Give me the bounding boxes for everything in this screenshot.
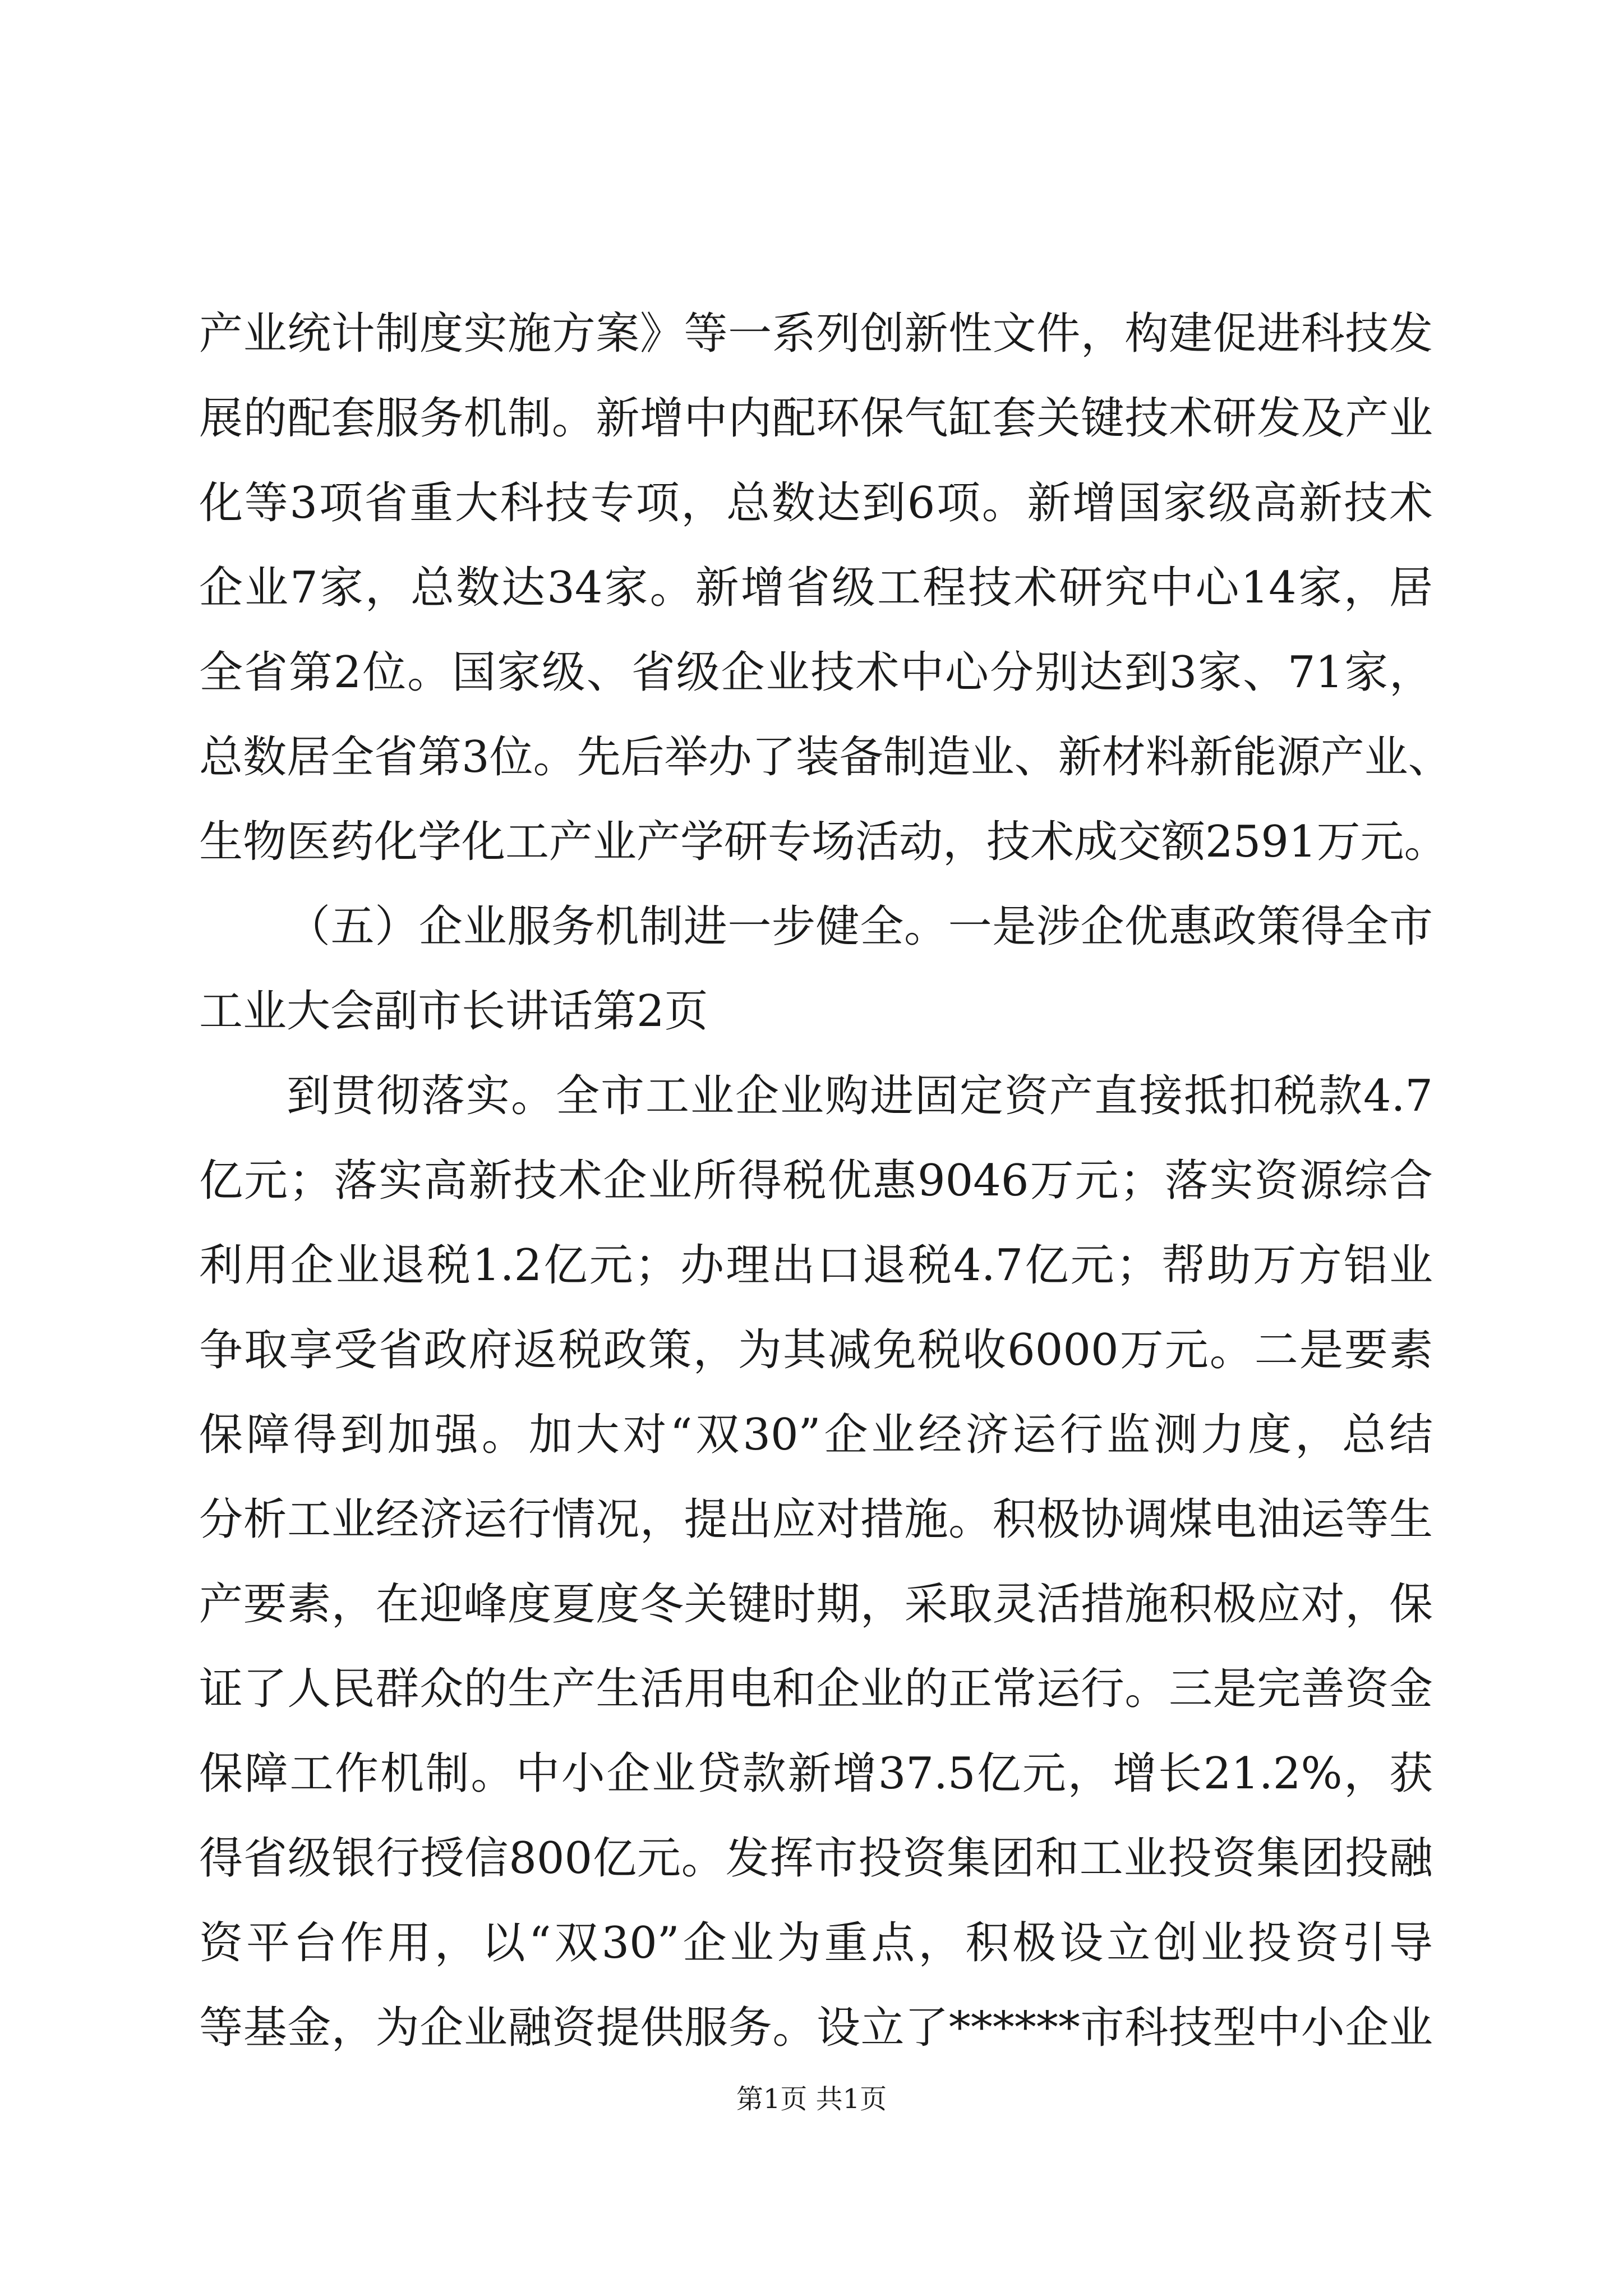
document-body: [199, 292, 1452, 2070]
page-number-footer: 第1页 共1页: [736, 2083, 887, 2115]
text-line: 全省第2位。国家级、省级企业技术中心分别达到3家、71家，: [199, 647, 1433, 698]
text-line: 争取享受省政府返税政策，为其减免税收6000万元。二是要素: [199, 1325, 1433, 1375]
text-line: 得省级银行授信800亿元。发挥市投资集团和工业投资集团投融: [199, 1833, 1433, 1884]
text-line: 保障工作机制。中小企业贷款新增37.5亿元，增长21.2%，获: [199, 1749, 1433, 1799]
text-line: 到贯彻落实。全市工业企业购进固定资产直接抵扣税款4.7: [287, 1071, 1433, 1121]
text-line: 企业7家，总数达34家。新增省级工程技术研究中心14家，居: [199, 563, 1433, 613]
text-line: 产业统计制度实施方案》等一系列创新性文件，构建促进科技发: [199, 309, 1433, 359]
text-line: 产要素，在迎峰度夏度冬关键时期，采取灵活措施积极应对，保: [199, 1579, 1433, 1630]
text-line: 化等3项省重大科技专项，总数达到6项。新增国家级高新技术: [199, 478, 1433, 528]
text-line: 生物医药化学化工产业产学研专场活动，技术成交额2591万元。: [199, 817, 1448, 867]
text-line: 保障得到加强。加大对“双30”企业经济运行监测力度，总结: [199, 1410, 1433, 1460]
text-line: 分析工业经济运行情况，提出应对措施。积极协调煤电油运等生: [199, 1494, 1433, 1545]
text-line: 展的配套服务机制。新增中内配环保气缸套关键技术研发及产业: [199, 393, 1433, 444]
text-line: 资平台作用，以“双30”企业为重点，积极设立创业投资引导: [199, 1918, 1433, 1968]
text-line: 等基金，为企业融资提供服务。设立了******市科技型中小企业: [199, 2003, 1433, 2053]
page-break-note: 工业大会副市长讲话第2页: [199, 986, 708, 1037]
section-heading-line: （五）企业服务机制进一步健全。一是涉企优惠政策得全市: [287, 901, 1433, 952]
text-line: 利用企业退税1.2亿元；办理出口退税4.7亿元；帮助万方铝业: [199, 1240, 1433, 1291]
text-line: 证了人民群众的生产生活用电和企业的正常运行。三是完善资金: [199, 1664, 1433, 1714]
text-line: 总数居全省第3位。先后举办了装备制造业、新材料新能源产业、: [199, 732, 1452, 783]
text-line: 亿元；落实高新技术企业所得税优惠9046万元；落实资源综合: [199, 1156, 1433, 1206]
